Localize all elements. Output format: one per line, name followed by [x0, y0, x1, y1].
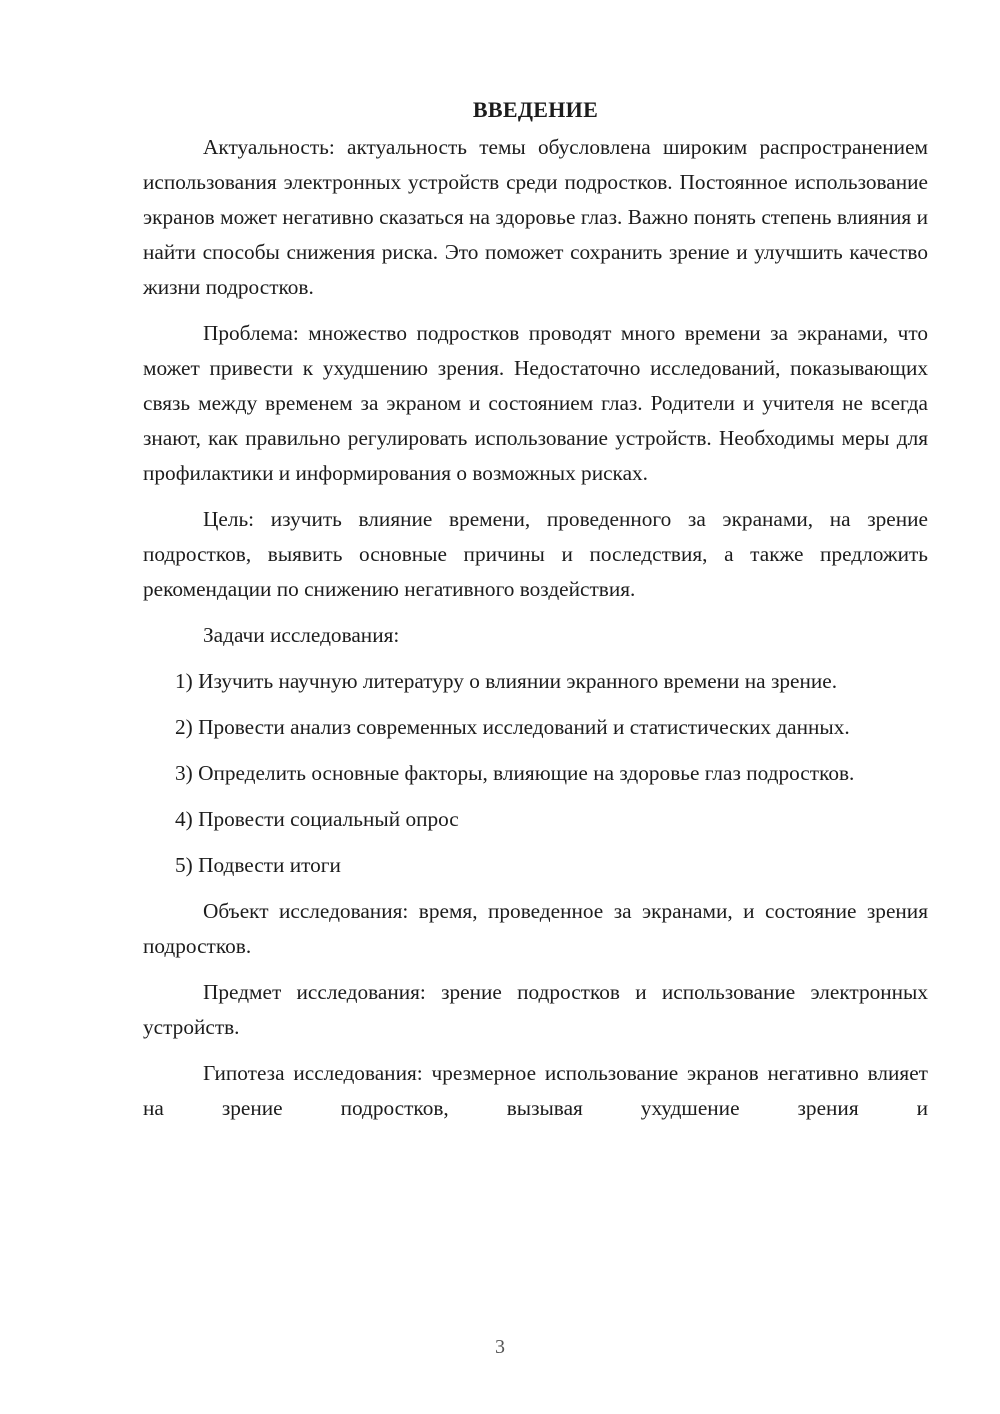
paragraph-goal: Цель: изучить влияние времени, проведенного за экранами, на зрение подростков, выявить основные причины и последствия, а также предложить рекомендации по снижению негативного воздействия.: [143, 507, 928, 601]
paragraph-tasks-title: Задачи исследования:: [203, 623, 400, 647]
task-item-4: 4) Провести социальный опрос: [175, 807, 459, 831]
paragraph-subject: Предмет исследования: зрение подростков и использование электронных устройств.: [143, 980, 928, 1039]
page-number: 3: [495, 1336, 505, 1358]
document-page: [143, 92, 928, 1137]
task-item-5: 5) Подвести итоги: [175, 853, 341, 877]
paragraph-hypothesis: Гипотеза исследования: чрезмерное использование экранов негативно влияет на зрение подростков, вызывая ухудшение зрения и: [143, 1061, 928, 1120]
task-item-3: 3) Определить основные факторы, влияющие на здоровье глаз подростков.: [175, 761, 855, 785]
paragraph-relevance: Актуальность: актуальность темы обусловлена широким распространением использования электронных устройств среди подростков. Постоянное использование экранов может негативно сказаться на здоровье глаз. Важно понять степень влияния и найти способы снижения риска. Это поможет сохранить зрение и улучшить качество жизни подростков.: [143, 135, 928, 299]
task-item-2: 2) Провести анализ современных исследований и статистических данных.: [175, 715, 850, 739]
page-heading: ВВЕДЕНИЕ: [472, 97, 599, 122]
paragraph-problem: Проблема: множество подростков проводят много времени за экранами, что может привести к ухудшению зрения. Недостаточно исследований, показывающих связь между временем за экраном и состоянием глаз. Родители и учителя не всегда знают, как правильно регулировать использование устройств. Необходимы меры для профилактики и информирования о возможных рисках.: [143, 321, 928, 485]
task-item-1: 1) Изучить научную литературу о влиянии экранного времени на зрение.: [175, 669, 838, 693]
paragraph-object: Объект исследования: время, проведенное за экранами, и состояние зрения подростков.: [143, 899, 928, 958]
